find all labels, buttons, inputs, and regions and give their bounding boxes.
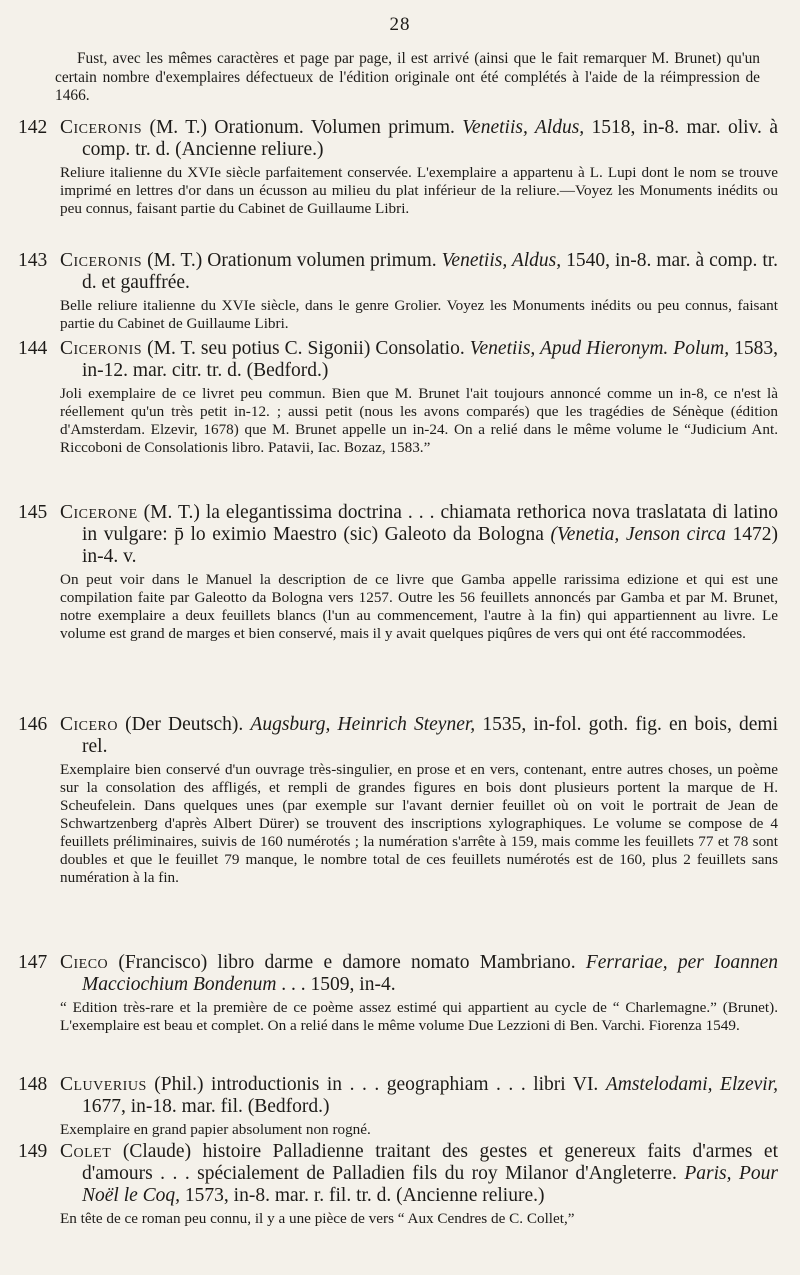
entry-author: Ciceronis [60, 338, 143, 359]
entry-note: “ Edition très-rare et la première de ce poème assez estimé qui appartient au cycle de “ Charlemagne.” (Brunet). L'exemplaire est beau et complet. On a relié dans le même volume Due Lezzioni di Ben. Varchi. Fiorenza 1549. [60, 999, 778, 1034]
entry-note: En tête de ce roman peu connu, il y a une pièce de vers “ Aux Cendres de C. Collet,” [60, 1210, 575, 1227]
entry-imprint: Ferrariae, per Ioannen Macciochium Bondenum [82, 952, 778, 995]
entry-number: 145 [18, 502, 48, 523]
entry-title [60, 952, 778, 996]
entry-imprint: Paris, Pour Noël le Coq, [82, 1163, 778, 1206]
entry-main: (M. T.) Orationum volumen primum. [147, 250, 437, 271]
entry-main: (Claude) histoire Palladienne traitant des gestes et genereux faits d'armes et d'amours . . . spécialement de Palladien fils du roy Milanor d'Angleterre. [82, 1141, 778, 1184]
entry-rest: . . . 1509, in-4. [281, 974, 396, 995]
entry-main: (Francisco) libro darme e damore nomato Mambriano. [118, 952, 576, 973]
entry-imprint: (Venetia, Jenson circa [550, 524, 726, 545]
entry-rest: 1472) in-4. v. [82, 524, 779, 567]
entry-author: Cicerone [60, 502, 138, 523]
entry-note: On peut voir dans le Manuel la description de ce livre que Gamba appelle rarissima edizione et qui est une compilation faite par Galeotto da Bologna vers 1257. Outre les 56 feuillets annoncés par Gamba et par M. Brunet, notre exemplaire a deux feuillets blancs (l'un au commencement, l'autre à la fin) qui appartiennent au livre. Le volume est grand de marges et bien conservé, mais il y avait quelques piqûres de vers qui ont été raccommodées. [60, 571, 778, 642]
entry-rest: 1535, in-fol. goth. fig. en bois, demi rel. [82, 714, 779, 757]
entry-imprint: Amstelodami, Elzevir, [605, 1074, 778, 1095]
intro-text: Fust, avec les mêmes caractères et page par page, il est arrivé (ainsi que le fait remarquer M. Brunet) qu'un certain nombre d'exemplaires défectueux de l'édition originale ont été complétés à l'aide de la réimpression de 1466. [55, 50, 760, 104]
catalogue-entry-148 [18, 1074, 778, 1139]
entry-author: Colet [60, 1141, 112, 1162]
entry-imprint: Venetiis, Aldus, [462, 117, 585, 138]
intro-paragraph [55, 50, 760, 106]
entry-rest: 1573, in-8. mar. r. fil. tr. d. (Ancienne reliure.) [184, 1185, 545, 1206]
entry-rest: 1677, in-18. mar. fil. (Bedford.) [82, 1096, 330, 1117]
entry-imprint: Augsburg, Heinrich Steyner, [250, 714, 476, 735]
entry-imprint: Venetiis, Aldus, [441, 250, 562, 271]
page-number: 28 [389, 14, 411, 35]
entry-number: 142 [18, 117, 48, 138]
entry-number: 148 [18, 1074, 48, 1095]
entry-main: (M. T. seu potius C. Sigonii) Consolatio. [147, 338, 465, 359]
entry-main: (Der Deutsch). [125, 714, 244, 735]
catalogue-entry-146 [18, 714, 778, 887]
entry-number: 149 [18, 1141, 48, 1162]
entry-title [60, 250, 778, 294]
entry-author: Cieco [60, 952, 109, 973]
entry-author: Ciceronis [60, 250, 143, 271]
entry-author: Cicero [60, 714, 119, 735]
entry-note: Belle reliure italienne du XVIe siècle, dans le genre Grolier. Voyez les Monuments inédits ou peu connus, faisant partie du Cabinet de Guillaume Libri. [60, 297, 778, 332]
catalogue-entry-144 [18, 338, 778, 457]
catalogue-entry-149 [18, 1141, 778, 1228]
entry-imprint: Venetiis, Apud Hieronym. Polum, [469, 338, 730, 359]
catalogue-entry-143 [18, 250, 778, 333]
entry-number: 146 [18, 714, 48, 735]
entry-note: Exemplaire en grand papier absolument non rogné. [60, 1121, 371, 1138]
entry-main: (Phil.) introductionis in . . . geographiam . . . libri VI. [154, 1074, 599, 1095]
entry-note: Reliure italienne du XVIe siècle parfaitement conservée. L'exemplaire a appartenu à L. Lupi dont le nom se trouve imprimé en lettres d'or dans un écusson au milieu du plat inférieur de la reliure.—Voyez les Monuments inédits ou peu connus, faisant partie du Cabinet de Guillaume Libri. [60, 164, 778, 217]
entry-rest: 1518, in-8. mar. oliv. à comp. tr. d. (Ancienne reliure.) [82, 117, 778, 160]
entry-rest: 1540, in-8. mar. à comp. tr. d. et gauffrée. [82, 250, 779, 293]
entry-main: (M. T.) Orationum. Volumen primum. [149, 117, 455, 138]
entry-rest: 1583, in-12. mar. citr. tr. d. (Bedford.) [82, 338, 779, 381]
entry-author: Ciceronis [60, 117, 143, 138]
entry-number: 144 [18, 338, 48, 359]
entry-title [60, 1074, 778, 1118]
entry-author: Cluverius [60, 1074, 147, 1095]
catalogue-entry-147 [18, 952, 778, 1035]
catalogue-entry-145 [18, 502, 778, 643]
entry-title [60, 117, 778, 161]
catalogue-entry-142 [18, 117, 778, 218]
entry-title [60, 502, 778, 568]
entry-number: 143 [18, 250, 48, 271]
entry-note: Exemplaire bien conservé d'un ouvrage très-singulier, en prose et en vers, contenant, entre autres choses, un poème sur la consolation des affligés, et rempli de grandes figures en bois dont plusieurs portent la marque de H. Scheufelein. Dans quelques unes (par exemple sur l'avant dernier feuillet où on voit le portrait de Jean de Schwartzenberg d'après Albert Dürer) se trouvent des inscriptions xylographiques. Le volume se compose de 4 feuillets préliminaires, suivis de 160 numérotés ; la numération s'arrête à 159, mais comme les feuillets 77 et 78 sont doubles et que le feuillet 79 manque, le nombre total de ces feuillets numérotés est de 160, plus 2 feuillets sans numération à la fin. [60, 761, 778, 886]
entry-note: Joli exemplaire de ce livret peu commun. Bien que M. Brunet l'ait toujours annoncé comme un in-8, ce n'est là réellement qu'un très petit in-12. ; aussi petit (nous les avons comparés) que les tragédies de Sénèque (édition d'Amsterdam. Elzevir, 1678) que M. Brunet appelle un in-24. On a relié dans le même volume le “Judicium Ant. Riccoboni de Consolationis libro. Patavii, Iac. Bozaz, 1583.” [60, 385, 778, 456]
entry-title [60, 338, 778, 382]
entry-main: (M. T.) la elegantissima doctrina . . . chiamata rethorica nova traslatata di latino in vulgare: p̄ lo eximio Maestro (sic) Galeoto da Bologna [82, 502, 778, 545]
entry-title [60, 714, 778, 758]
entry-title [60, 1141, 778, 1207]
entry-number: 147 [18, 952, 48, 973]
